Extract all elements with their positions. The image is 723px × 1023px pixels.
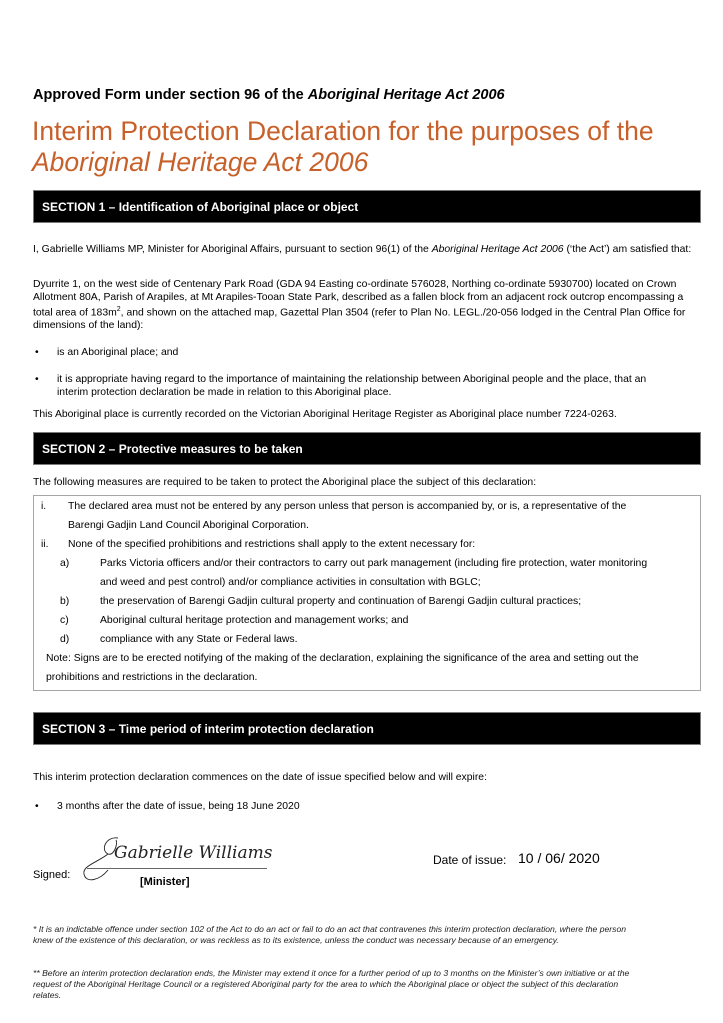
bullet-icon: • <box>35 801 39 812</box>
section-3-heading: SECTION 3 – Time period of interim protection declaration <box>33 712 701 745</box>
description-sup: 2 <box>116 306 121 313</box>
measure-line: The declared area must not be entered by any person unless that person is accompanied by, or is, a representative of the <box>68 501 627 512</box>
signage-note <box>46 649 639 687</box>
measure-number: i. <box>41 501 47 512</box>
measure-text <box>68 497 626 535</box>
bullet-text: 3 months after the date of issue, being 18 June 2020 <box>57 801 300 812</box>
section-1-bullet <box>33 347 703 360</box>
section-2-intro: The following measures are required to be taken to protect the Aboriginal place the subject of this declaration: <box>33 477 537 488</box>
footnote-indictable-offence: * It is an indictable offence under section 102 of the Act to do an act or fail to do an act that contravenes this interim protection declaration, where the person knew of the existence of this declaration, or was reckless as to its existence, unless the conduct was necessary because of an emergency. <box>33 924 627 945</box>
measure-line: Barengi Gadjin Land Council Aboriginal Corporation. <box>68 520 309 531</box>
sub-measure-line: and weed and pest control) and/or compliance activities in consultation with BGLC; <box>100 577 481 588</box>
note-line: prohibitions and restrictions in the declaration. <box>46 672 258 683</box>
form-line-act: Aboriginal Heritage Act 2006 <box>307 87 505 103</box>
section-1-intro <box>33 244 703 257</box>
signature-line <box>87 868 267 869</box>
note-line: Note: Signs are to be erected notifying of the making of the declaration, explaining the significance of the area and setting out the <box>46 653 639 664</box>
sub-measure-letter: b) <box>60 596 70 607</box>
section-2-heading: SECTION 2 – Protective measures to be taken <box>33 432 701 465</box>
intro-prefix: I, Gabrielle Williams MP, Minister for Aboriginal Affairs, pursuant to section 96(1) of the <box>33 244 432 255</box>
form-line-prefix: Approved Form under section 96 of the <box>33 87 308 103</box>
footnote-extension: ** Before an interim protection declaration ends, the Minister may extend it once for a further period of up to 3 months on the Minister’s own initiative or at the request of the Aboriginal Heritage Council or a registered Aboriginal party for the area to which the Aboriginal place or object the subject of this declaration relates. <box>33 968 630 1000</box>
sub-measure-text: compliance with any State or Federal laws. <box>100 634 298 645</box>
sub-measure-letter: a) <box>60 558 70 569</box>
description-part-2: , and shown on the attached map, Gazettal Plan 3504 (refer to Plan No. LEGL./20-056 lodged in the Central Plan Office for dimensions of the land): <box>33 307 686 331</box>
sub-measure-item <box>60 630 298 649</box>
date-of-issue-label: Date of issue: <box>433 853 507 867</box>
sub-measure-item <box>60 611 408 630</box>
signed-label: Signed: <box>33 869 71 881</box>
bullet-text: is an Aboriginal place; and <box>57 347 179 358</box>
protective-measures-box <box>33 495 701 691</box>
page-title <box>32 116 712 178</box>
measure-number: ii. <box>41 539 49 550</box>
sub-measure-line: Parks Victoria officers and/or their contractors to carry out park management (including fire protection, water monitoring <box>100 558 648 569</box>
sub-measure-item <box>60 592 581 611</box>
register-note: This Aboriginal place is currently recorded on the Victorian Aboriginal Heritage Register as Aboriginal place number 7224-0263. <box>33 409 617 420</box>
sub-measure-text: the preservation of Barengi Gadjin cultural property and continuation of Barengi Gadjin cultural practices; <box>100 596 582 607</box>
title-line-1: Interim Protection Declaration for the purposes of the <box>32 116 654 146</box>
bullet-text: it is appropriate having regard to the importance of maintaining the relationship between Aboriginal people and the place, that an interim protection declaration be made in relation to this Aboriginal place. <box>57 374 647 398</box>
place-description <box>33 279 703 332</box>
signature-text: Gabrielle Williams <box>114 843 273 863</box>
bullet-icon: • <box>35 347 39 358</box>
sub-measure-text <box>100 554 647 592</box>
measure-text: None of the specified prohibitions and restrictions shall apply to the extent necessary for: <box>68 539 476 550</box>
title-act: Aboriginal Heritage Act 2006 <box>32 147 369 177</box>
minister-label: [Minister] <box>140 876 190 888</box>
sub-measure-item <box>60 554 647 592</box>
description-part-1: Dyurrite 1, on the west side of Centenary Park Road (GDA 94 Easting co-ordinate 576028, Northing co-ordinate 5930700) located on Crown Allotment 80A, Parish of Arapiles, at Mt Arapiles-Tooan State Park, described as a fallen block from an adjacent rock outcrop encompassing a total area of 183m <box>33 279 684 319</box>
measure-item <box>41 497 626 535</box>
section-1-bullet <box>33 374 673 399</box>
section-3-bullet <box>33 801 703 814</box>
sub-measure-letter: c) <box>60 615 69 626</box>
measure-item <box>41 535 475 554</box>
bullet-icon: • <box>35 374 39 385</box>
section-3-intro: This interim protection declaration commences on the date of issue specified below and will expire: <box>33 772 487 783</box>
section-1-heading: SECTION 1 – Identification of Aboriginal place or object <box>33 190 701 223</box>
approved-form-line <box>33 87 505 103</box>
intro-suffix: (‘the Act’) am satisfied that: <box>563 244 692 255</box>
intro-act: Aboriginal Heritage Act 2006 <box>431 244 564 255</box>
sub-measure-letter: d) <box>60 634 70 645</box>
title-line-2 <box>32 147 712 178</box>
sub-measure-text: Aboriginal cultural heritage protection and management works; and <box>100 615 409 626</box>
date-of-issue-value: 10 / 06/ 2020 <box>518 850 600 866</box>
